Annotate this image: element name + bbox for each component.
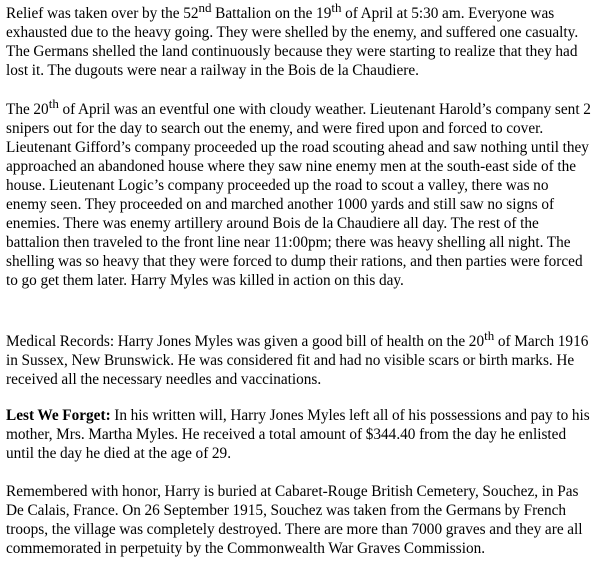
ordinal-suffix: nd: [198, 0, 212, 15]
paragraph-relief-text-1: Relief was taken over by the 52: [6, 5, 199, 22]
paragraph-relief-text-3: of April at 5:30 am. Everyone was exhausted due to the heavy going. They were shelled by the enemy, and suffered one casualty. The Germans shelled the land continuously because they were starting to realize that they had lost it. The dugouts were near a railway in the Bois de la Chaudiere.: [6, 5, 579, 79]
paragraph-april-20-text-1: The 20: [6, 101, 49, 118]
paragraph-april-20-text-2: of April was an eventful one with cloudy weather. Lieutenant Harold’s company sent 2 snipers out for the day to search out the enemy, and were fired upon and forced to cover. Lieutenant Gifford’s company proceeded up the road scouting ahead and saw nothing until they approached an abandoned house where they saw nine enemy men at the south-east side of the house. Lieutenant Logic’s company proceeded up the road to scout a valley, there was no enemy seen. They proceeded on and marched another 1000 yards and still saw no signs of enemies. There was enemy artillery around Bois de la Chaudiere all day. The rest of the battalion then traveled to the front line near 11:00pm; there was heavy shelling all night. The shelling was so heavy that they were forced to dump their rations, and then parties were forced to go get them later. Harry Myles was killed in action on this day.: [6, 101, 591, 289]
paragraph-lest-we-forget: [6, 406, 592, 463]
remembered-text: Remembered with honor, Harry is buried at Cabaret-Rouge British Cemetery, Souchez, in Pas De Calais, France. On 26 September 1915, Souchez was taken from the Germans by French troops, the village was completely destroyed. There are more than 7000 graves and they are all commemorated in perpetuity by the Commonwealth War Graves Commission.: [6, 483, 583, 557]
paragraph-remembered: [6, 482, 592, 558]
paragraph-medical-text-2: of March 1916 in Sussex, New Brunswick. He was considered fit and had no visible scars or birth marks. He received all the necessary needles and vaccinations.: [6, 333, 589, 388]
lest-we-forget-heading: Lest We Forget:: [6, 407, 111, 424]
paragraph-medical-text-1: Medical Records: Harry Jones Myles was given a good bill of health on the 20: [6, 333, 485, 350]
paragraph-relief: [6, 0, 592, 80]
lest-we-forget-text: In his written will, Harry Jones Myles left all of his possessions and pay to his mother, Mrs. Martha Myles. He received a total amount of $344.40 from the day he enlisted until the day he died at the age of 29.: [6, 407, 590, 462]
ordinal-suffix: th: [484, 328, 495, 343]
paragraph-april-20: [6, 96, 592, 290]
ordinal-suffix: th: [48, 96, 59, 111]
ordinal-suffix: th: [331, 0, 342, 15]
paragraph-medical-records: [6, 328, 592, 389]
paragraph-relief-text-2: Battalion on the 19: [211, 5, 332, 22]
